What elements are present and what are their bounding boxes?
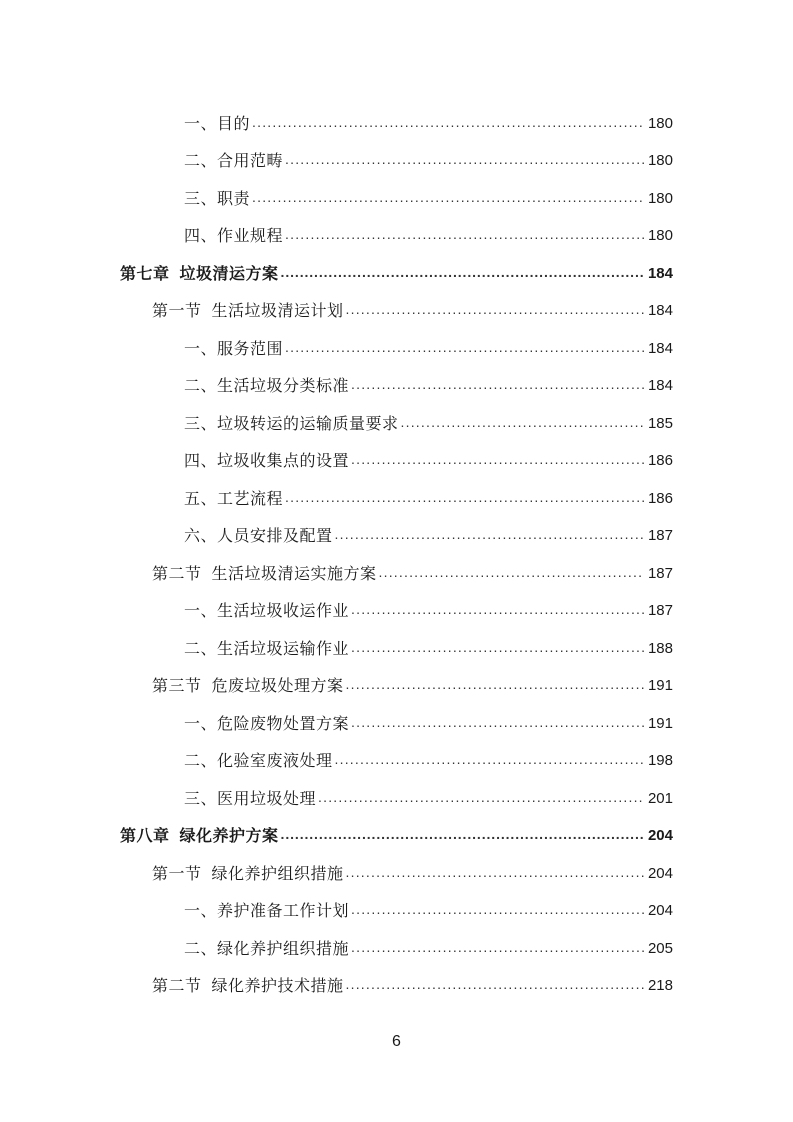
toc-entry-page: 191 xyxy=(647,677,673,695)
dot-leader xyxy=(285,226,644,246)
toc-entry-page: 198 xyxy=(647,752,673,770)
toc-entry[interactable] xyxy=(120,330,673,368)
dot-leader xyxy=(346,676,644,696)
table-of-contents xyxy=(120,105,673,1005)
toc-section-entry[interactable] xyxy=(120,855,673,893)
toc-entry-page: 184 xyxy=(647,264,673,282)
toc-entry-title: 第二节 生活垃圾清运实施方案 xyxy=(152,563,377,583)
toc-entry-title: 一、危险废物处置方案 xyxy=(184,713,350,733)
toc-chapter-entry[interactable] xyxy=(120,255,673,293)
toc-entry-page: 204 xyxy=(647,827,673,845)
dot-leader xyxy=(285,489,644,509)
toc-entry[interactable] xyxy=(120,705,673,743)
toc-entry-page: 185 xyxy=(647,414,673,432)
dot-leader xyxy=(285,151,644,171)
toc-entry[interactable] xyxy=(120,593,673,631)
toc-entry-title: 四、作业规程 xyxy=(184,226,284,246)
dot-leader xyxy=(318,789,644,809)
toc-entry-title: 一、服务范围 xyxy=(184,338,284,358)
toc-entry-title: 三、医用垃圾处理 xyxy=(184,788,317,808)
toc-section-entry[interactable] xyxy=(120,668,673,706)
toc-entry-page: 218 xyxy=(647,977,673,995)
toc-entry-title: 一、生活垃圾收运作业 xyxy=(184,601,350,621)
toc-entry[interactable] xyxy=(120,143,673,181)
toc-section-entry[interactable] xyxy=(120,293,673,331)
dot-leader xyxy=(351,939,644,959)
toc-entry-page: 204 xyxy=(647,864,673,882)
dot-leader xyxy=(346,301,644,321)
toc-entry-page: 204 xyxy=(647,902,673,920)
toc-entry[interactable] xyxy=(120,480,673,518)
dot-leader xyxy=(281,264,644,284)
toc-entry-page: 180 xyxy=(647,152,673,170)
dot-leader xyxy=(252,189,644,209)
toc-entry-title: 六、人员安排及配置 xyxy=(184,526,333,546)
dot-leader xyxy=(351,901,644,921)
toc-entry-title: 三、职责 xyxy=(184,188,251,208)
toc-entry-title: 四、垃圾收集点的设置 xyxy=(184,451,350,471)
dot-leader xyxy=(281,826,644,846)
toc-entry[interactable] xyxy=(120,743,673,781)
toc-entry-page: 187 xyxy=(647,527,673,545)
dot-leader xyxy=(351,451,644,471)
dot-leader xyxy=(346,976,644,996)
dot-leader xyxy=(379,564,644,584)
dot-leader xyxy=(335,526,644,546)
toc-entry-page: 180 xyxy=(647,227,673,245)
toc-entry-page: 184 xyxy=(647,339,673,357)
toc-entry-title: 第七章 垃圾清运方案 xyxy=(120,263,279,283)
toc-entry-title: 第一节 生活垃圾清运计划 xyxy=(152,301,344,321)
toc-entry[interactable] xyxy=(120,368,673,406)
toc-entry[interactable] xyxy=(120,518,673,556)
toc-entry[interactable] xyxy=(120,930,673,968)
toc-entry[interactable] xyxy=(120,218,673,256)
toc-entry-title: 二、合用范畴 xyxy=(184,151,284,171)
toc-entry-title: 二、生活垃圾分类标准 xyxy=(184,376,350,396)
dot-leader xyxy=(335,751,644,771)
toc-entry-page: 184 xyxy=(647,377,673,395)
toc-entry[interactable] xyxy=(120,630,673,668)
toc-section-entry[interactable] xyxy=(120,555,673,593)
page-number: 6 xyxy=(392,1033,401,1050)
toc-entry-title: 第一节 绿化养护组织措施 xyxy=(152,863,344,883)
dot-leader xyxy=(252,114,644,134)
toc-entry[interactable] xyxy=(120,780,673,818)
toc-entry-page: 205 xyxy=(647,939,673,957)
toc-entry-title: 一、养护准备工作计划 xyxy=(184,901,350,921)
toc-entry-title: 二、化验室废液处理 xyxy=(184,751,333,771)
dot-leader xyxy=(351,376,644,396)
toc-entry-title: 第二节 绿化养护技术措施 xyxy=(152,976,344,996)
toc-entry-page: 186 xyxy=(647,452,673,470)
toc-entry-title: 三、垃圾转运的运输质量要求 xyxy=(184,413,399,433)
toc-entry-title: 二、绿化养护组织措施 xyxy=(184,938,350,958)
dot-leader xyxy=(351,639,644,659)
toc-section-entry[interactable] xyxy=(120,968,673,1006)
toc-entry-page: 184 xyxy=(647,302,673,320)
toc-entry-page: 187 xyxy=(647,564,673,582)
toc-entry-title: 第三节 危废垃圾处理方案 xyxy=(152,676,344,696)
dot-leader xyxy=(351,714,644,734)
toc-entry[interactable] xyxy=(120,893,673,931)
toc-entry-title: 第八章 绿化养护方案 xyxy=(120,826,279,846)
toc-entry-page: 191 xyxy=(647,714,673,732)
toc-entry-title: 一、目的 xyxy=(184,113,251,133)
toc-entry-title: 五、工艺流程 xyxy=(184,488,284,508)
toc-entry[interactable] xyxy=(120,180,673,218)
toc-entry-page: 186 xyxy=(647,489,673,507)
dot-leader xyxy=(351,601,644,621)
toc-entry-title: 二、生活垃圾运输作业 xyxy=(184,638,350,658)
toc-entry-page: 187 xyxy=(647,602,673,620)
toc-chapter-entry[interactable] xyxy=(120,818,673,856)
toc-entry[interactable] xyxy=(120,105,673,143)
toc-entry-page: 188 xyxy=(647,639,673,657)
toc-entry[interactable] xyxy=(120,405,673,443)
dot-leader xyxy=(285,339,644,359)
toc-entry[interactable] xyxy=(120,443,673,481)
toc-entry-page: 201 xyxy=(647,789,673,807)
dot-leader xyxy=(401,414,644,434)
dot-leader xyxy=(346,864,644,884)
toc-entry-page: 180 xyxy=(647,114,673,132)
toc-entry-page: 180 xyxy=(647,189,673,207)
